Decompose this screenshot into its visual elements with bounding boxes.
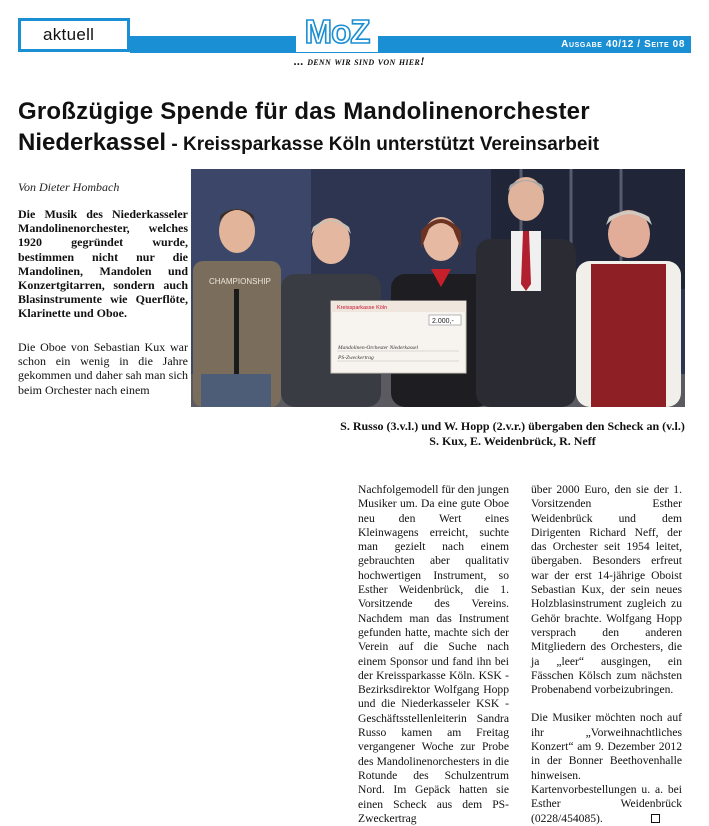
column-2-paragraph-2 bbox=[531, 711, 682, 825]
logo bbox=[296, 12, 378, 52]
shirt-print: CHAMPIONSHIP bbox=[209, 277, 271, 286]
headline-line-1: Großzügige Spende für das Mandolinenorchester bbox=[18, 98, 590, 125]
section-label: aktuell bbox=[18, 18, 130, 52]
lead-continued: Die Oboe von Sebastian Kux war schon ein wenig in die Jahre gekommen und daher sah man sich beim Orchester nach einem bbox=[18, 340, 188, 397]
headline-subtitle: - Kreissparkasse Köln unterstützt Vereinsarbeit bbox=[166, 134, 600, 155]
cheque-recipient: Mandolinen-Orchester Niederkassel bbox=[338, 345, 418, 351]
body-column-1 bbox=[358, 483, 509, 826]
byline: Von Dieter Hombach bbox=[18, 180, 120, 194]
column-2-paragraph-1: über 2000 Euro, den sie der 1. Vorsitzenden Esther Weidenbrück und dem Dirigenten Richard Neff, der das Orchester seit 1954 leitet, übergaben. Besonders erfreut war der erst 14-jährige Oboist Sebastian Kux, der sein neues Holzblasinstrument zugleich zu Gehör brachte. Wolfgang Hopp versprach den anderen Mitgliedern des Orchesters, die ja „leer“ ausgingen, ein Fässchen Kölsch zum nächsten Probenabend vorbeizubringen. bbox=[531, 483, 682, 697]
headline-main: Niederkassel bbox=[18, 129, 167, 156]
lead-paragraph: Die Musik des Niederkasseler Mandolinenorchester, welches 1920 gegründet wurde, bestimmen nicht nur die Mandolinen, Mandolen und Konzertgitarren, sondern auch Blasinstrumente wie Querflöte, Klarinette und Oboe. bbox=[18, 207, 188, 321]
cheque bbox=[331, 301, 466, 373]
photo-caption: S. Russo (3.v.l.) und W. Hopp (2.v.r.) übergaben den Scheck an (v.l.) S. Kux, E. Weidenbrück, R. Neff bbox=[340, 419, 685, 448]
headline-line-2 bbox=[18, 127, 698, 160]
column-1-text: Nachfolgemodell für den jungen Musiker um. Da eine gute Oboe neu den Wert eines Kleinwagens erreicht, suchte man gezielt nach einem gebrauchten aber qualitativ hochwertigen Instrument, so Esther Weidenbrück, die 1. Vorsitzende des Vereins. Nachdem man das Instrument gefunden hatte, machte sich der Verein auf die Suche nach einem Sponsor und fand ihn bei der Kreissparkasse Köln. KSK - Bezirksdirektor Wolfgang Hopp und die Niederkasseler KSK - Geschäftsstellenleiterin Sandra Russo kamen am Freitag vergangener Woche zur Probe des Mandolinenorchesters in die Rotunde des Schulzentrum Nord. Im Gepäck hatten sie einen Scheck aus dem PS-Zweckertrag bbox=[358, 483, 509, 825]
article-photo bbox=[191, 169, 685, 407]
issue-info: Ausgabe 40/12 / Seite 08 bbox=[561, 39, 685, 50]
end-of-article-icon bbox=[651, 814, 660, 823]
cheque-amount: 2.000,- bbox=[432, 318, 454, 325]
page-header bbox=[0, 0, 709, 70]
slogan: ... denn wir sind von hier! bbox=[294, 54, 426, 68]
photo-illustration bbox=[191, 169, 685, 407]
headline bbox=[18, 96, 698, 160]
column-2-paragraph-2-text: Die Musiker möchten noch auf ihr „Vorweihnachtliches Konzert“ am 9. Dezember 2012 in der Bonner Beethovenhalle hinweisen. Kartenvorbestellungen u. a. bei Esther Weidenbrück (0228/454085). bbox=[531, 711, 682, 825]
cheque-note: PS-Zweckertrag bbox=[338, 355, 374, 361]
body-column-2 bbox=[531, 483, 682, 826]
cheque-bank: Kreissparkasse Köln bbox=[337, 305, 388, 311]
logo-text: MoZ bbox=[304, 13, 370, 50]
